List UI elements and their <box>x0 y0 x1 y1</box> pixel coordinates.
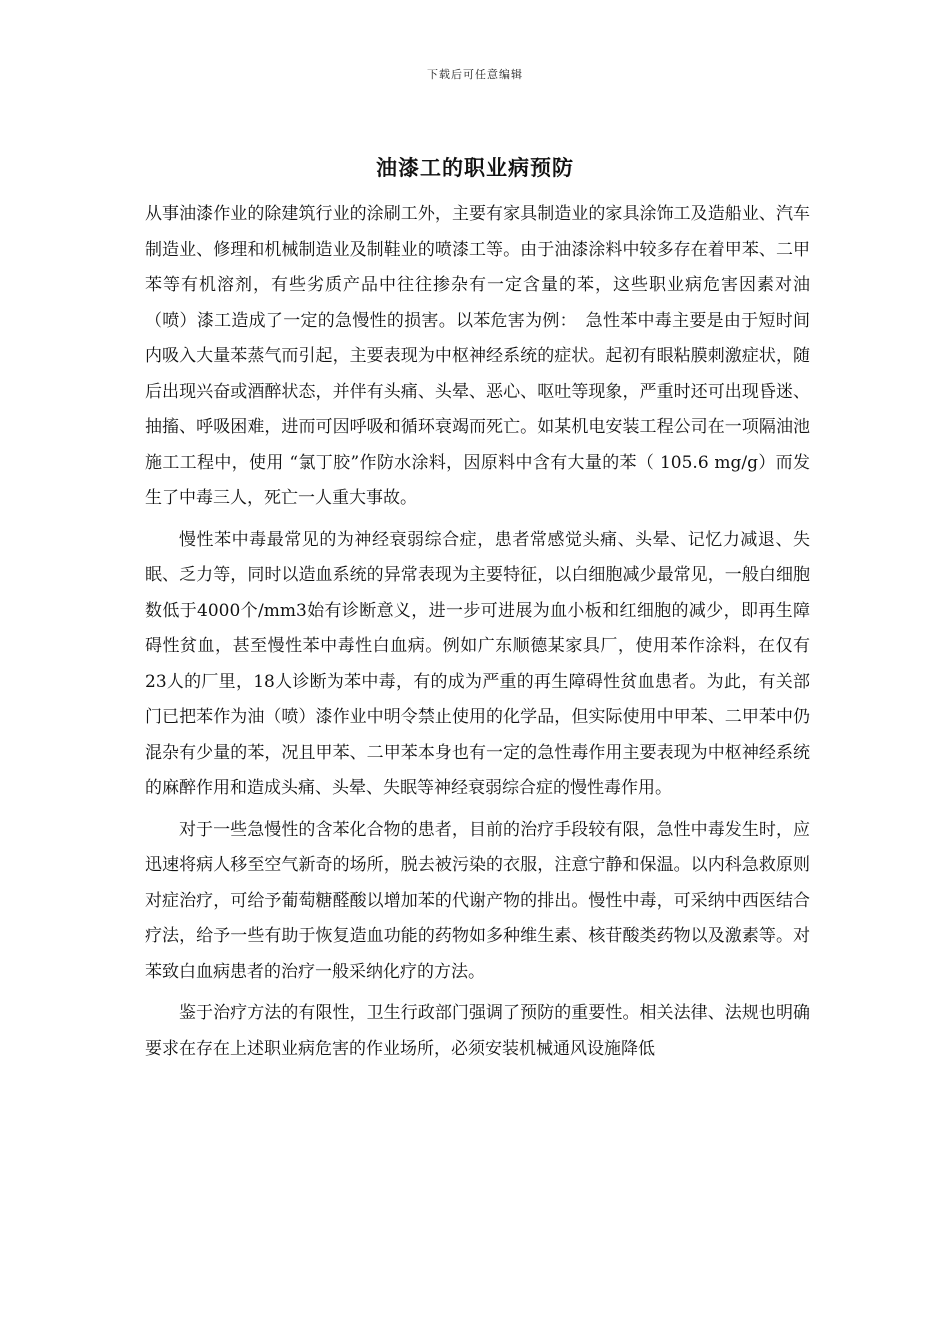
paragraph: 从事油漆作业的除建筑行业的涂刷工外，主要有家具制造业的家具涂饰工及造船业、汽车制造业、修理和机械制造业及制鞋业的喷漆工等。由于油漆涂料中较多存在着甲苯、二甲苯等有机溶剂，有些劣质产品中往往掺杂有一定含量的苯，这些职业病危害因素对油（喷）漆工造成了一定的急慢性的损害。以苯危害为例： 急性苯中毒主要是由于短时间内吸入大量苯蒸气而引起，主要表现为中枢神经系统的症状。起初有眼粘膜刺激症状，随后出现兴奋或酒醉状态，并伴有头痛、头晕、恶心、呕吐等现象，严重时还可出现昏迷、抽搐、呼吸困难，进而可因呼吸和循环衰竭而死亡。如某机电安装工程公司在一项隔油池施工工程中，使用 “氯丁胶”作防水涂料，因原料中含有大量的苯（ 105.6 mg/g）而发生了中毒三人，死亡一人重大事故。 <box>145 204 810 508</box>
paragraph: 慢性苯中毒最常见的为神经衰弱综合症，患者常感觉头痛、头晕、记忆力减退、失眠、乏力等，同时以造血系统的异常表现为主要特征，以白细胞减少最常见，一般白细胞数低于4000个/mm3始有诊断意义，进一步可进展为血小板和红细胞的减少，即再生障碍性贫血，甚至慢性苯中毒性白血病。例如广东顺德某家具厂，使用苯作涂料，在仅有23人的厂里，18人诊断为苯中毒，有的成为严重的再生障碍性贫血患者。为此，有关部门已把苯作为油（喷）漆作业中明令禁止使用的化学品，但实际使用中甲苯、二甲苯中仍混杂有少量的苯，况且甲苯、二甲苯本身也有一定的急性毒作用主要表现为中枢神经系统的麻醉作用和造成头痛、头晕、失眠等神经衰弱综合症的慢性毒作用。 <box>145 529 810 798</box>
document-title: 油漆工的职业病预防 <box>376 155 574 180</box>
document-body <box>145 197 810 1067</box>
download-note: 下载后可任意编辑 <box>427 68 523 81</box>
paragraph: 对于一些急慢性的含苯化合物的患者，目前的治疗手段较有限，急性中毒发生时，应迅速将病人移至空气新奇的场所，脱去被污染的衣服，注意宁静和保温。以内科急救原则对症治疗，可给予葡萄糖醛酸以增加苯的代谢产物的排出。慢性中毒，可采纳中西医结合疗法，给予一些有助于恢复造血功能的药物如多种维生素、核苷酸类药物以及激素等。对苯致白血病患者的治疗一般采纳化疗的方法。 <box>145 819 810 982</box>
paragraph: 鉴于治疗方法的有限性，卫生行政部门强调了预防的重要性。相关法律、法规也明确要求在存在上述职业病危害的作业场所，必须安装机械通风设施降低 <box>145 1003 810 1059</box>
